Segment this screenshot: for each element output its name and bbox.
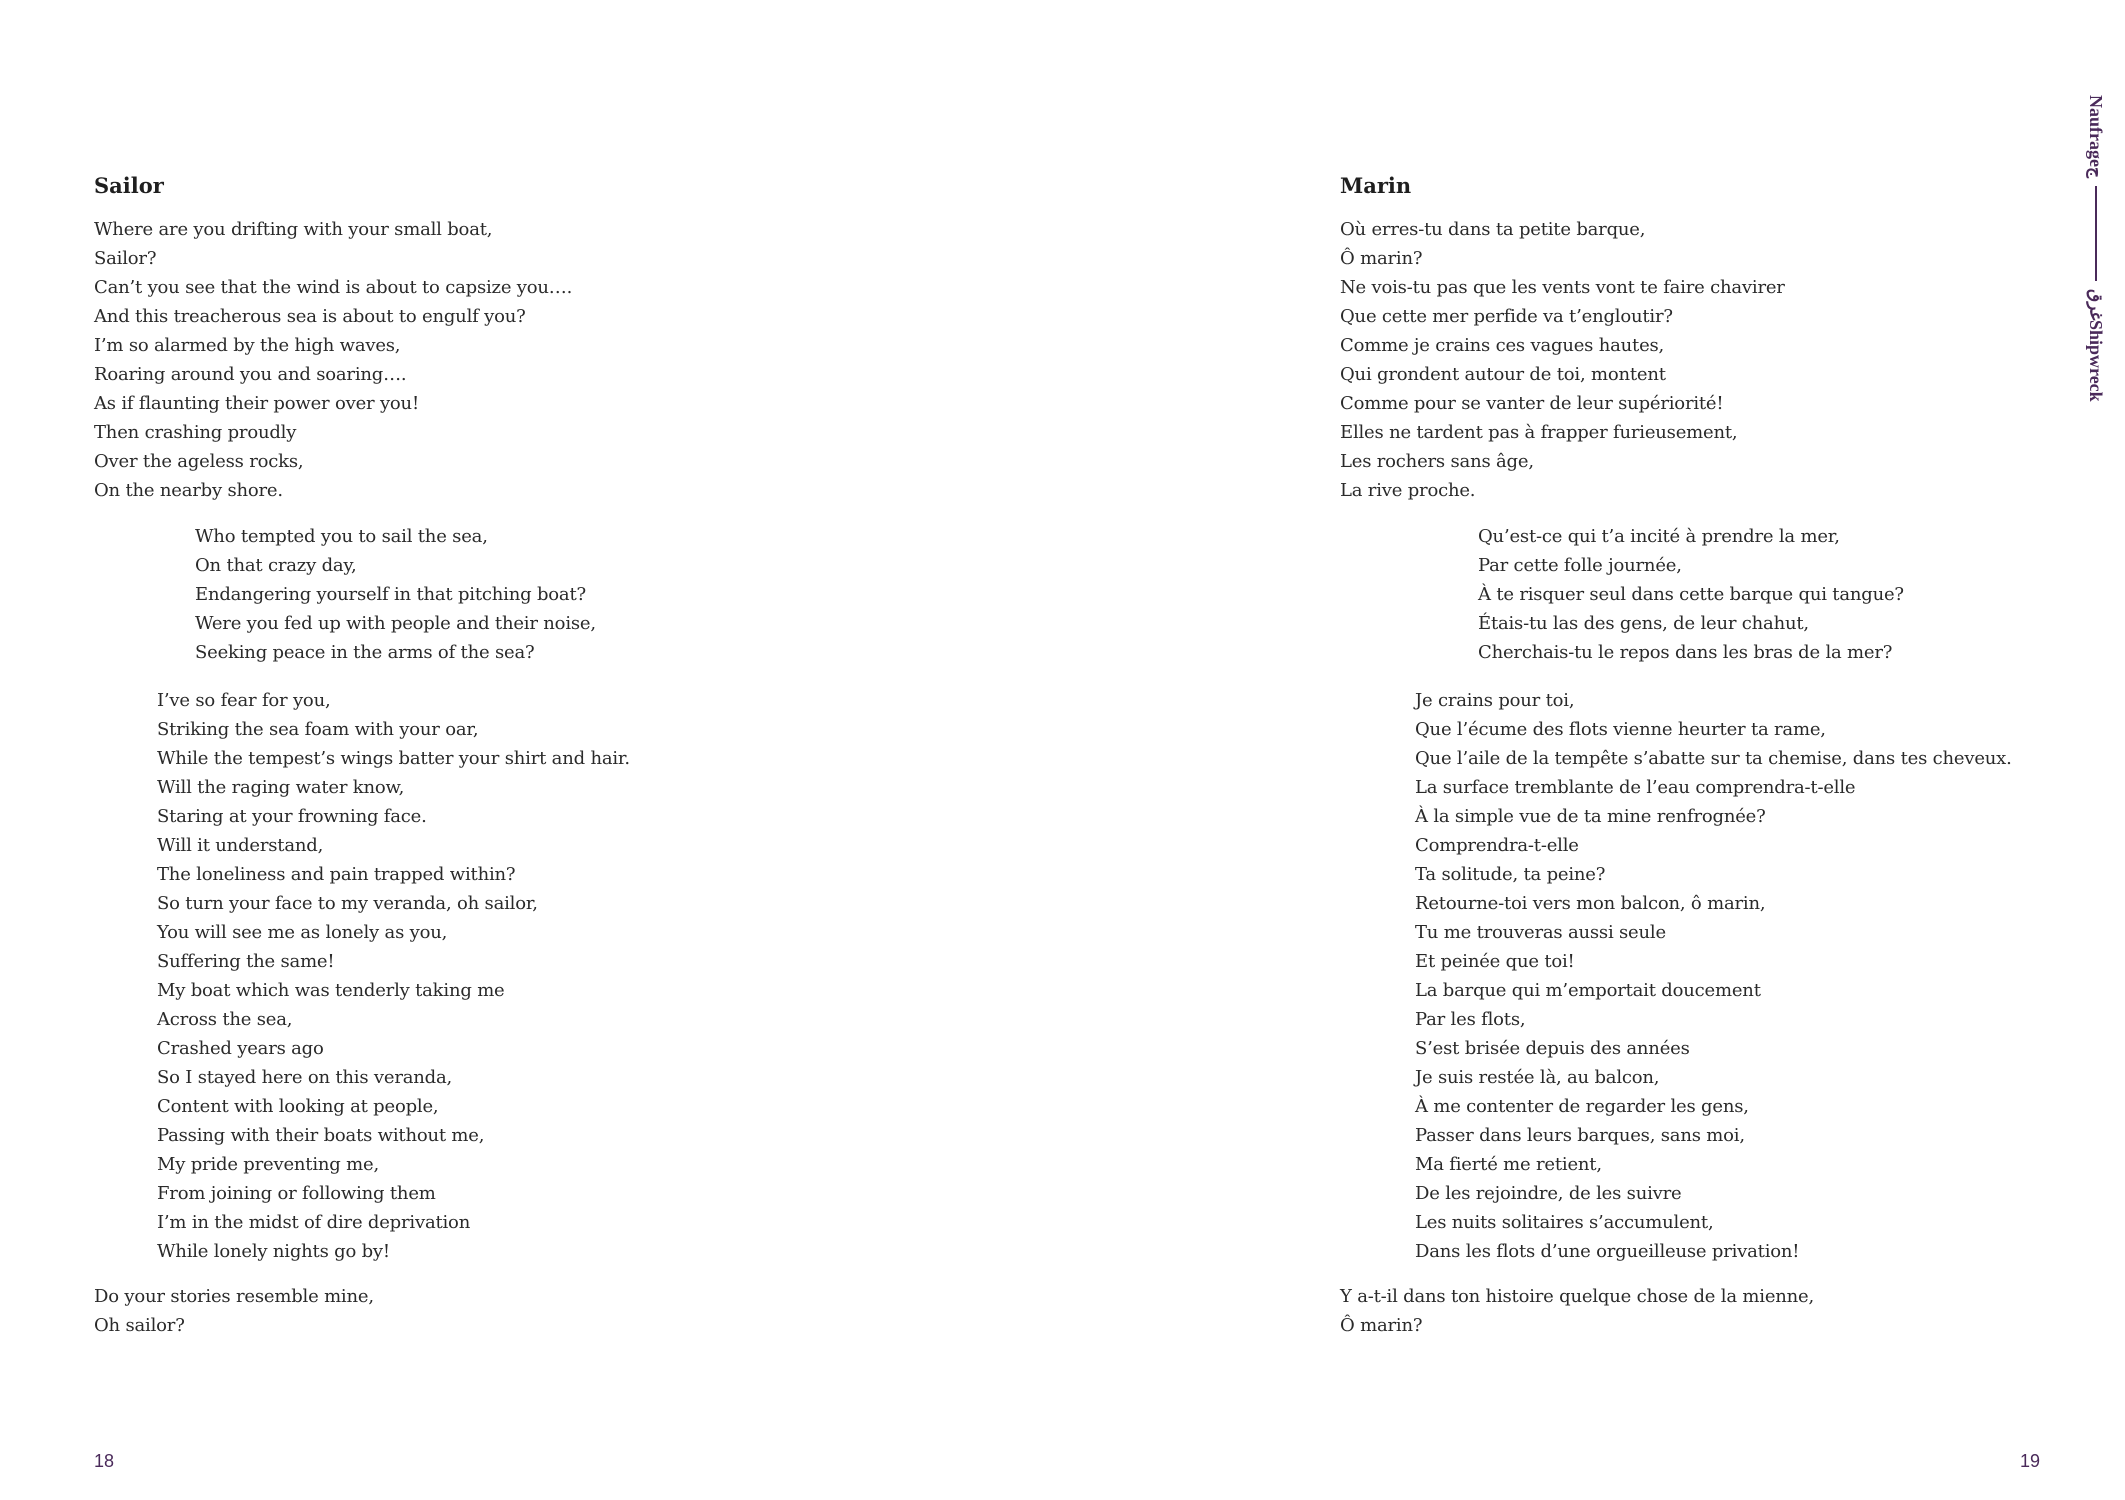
poem-line: Comme pour se vanter de leur supériorité! xyxy=(1340,393,1724,414)
poem-line: From joining or following them xyxy=(157,1183,436,1204)
poem-line: Cherchais-tu le repos dans les bras de la mer? xyxy=(1478,642,1893,663)
poem-line: Comme je crains ces vagues hautes, xyxy=(1340,335,1665,356)
poem-line: Les nuits solitaires s’accumulent, xyxy=(1415,1212,1714,1233)
left-page xyxy=(0,0,1062,1500)
poem-line: Qu’est-ce qui t’a incité à prendre la mer, xyxy=(1478,526,1840,547)
poem-line: Retourne-toi vers mon balcon, ô marin, xyxy=(1415,893,1766,914)
poem-line: As if flaunting their power over you! xyxy=(94,393,419,414)
poem-line: Qui grondent autour de toi, montent xyxy=(1340,364,1666,385)
poem-line: Will it understand, xyxy=(157,835,324,856)
poem-line: Ma fierté me retient, xyxy=(1415,1154,1602,1175)
poem-line: Can’t you see that the wind is about to capsize you…. xyxy=(94,277,573,298)
stanza-1 xyxy=(1340,215,1785,505)
poem-line: Que l’aile de la tempête s’abatte sur ta chemise, dans tes cheveux. xyxy=(1415,748,2012,769)
poem-line: Passer dans leurs barques, sans moi, xyxy=(1415,1125,1745,1146)
poem-line: And this treacherous sea is about to engulf you? xyxy=(94,306,526,327)
poem-line: Étais-tu las des gens, de leur chahut, xyxy=(1478,613,1809,634)
poem-line: Over the ageless rocks, xyxy=(94,451,304,472)
poem-line: Across the sea, xyxy=(157,1009,293,1030)
poem-line: Striking the sea foam with your oar, xyxy=(157,719,479,740)
poem-line: Crashed years ago xyxy=(157,1038,324,1059)
poem-line: À te risquer seul dans cette barque qui tangue? xyxy=(1478,584,1904,605)
poem-line: I’m in the midst of dire deprivation xyxy=(157,1212,471,1233)
poem-line: Ô marin? xyxy=(1340,1315,1423,1336)
poem-line: So I stayed here on this veranda, xyxy=(157,1067,453,1088)
stanza-1 xyxy=(94,215,572,505)
page-number: 18 xyxy=(94,1451,115,1471)
poem-line: While the tempest’s wings batter your shirt and hair. xyxy=(157,748,630,769)
poem-line: Endangering yourself in that pitching boat? xyxy=(195,584,586,605)
poem-line: On that crazy day, xyxy=(195,555,357,576)
poem-line: Les rochers sans âge, xyxy=(1340,451,1534,472)
poem-line: Oh sailor? xyxy=(94,1315,185,1336)
running-head xyxy=(2085,95,2106,402)
poem-line: On the nearby shore. xyxy=(94,480,283,501)
poem-line: Will the raging water know, xyxy=(157,777,405,798)
stanza-4 xyxy=(94,1282,374,1340)
poem-line: Je crains pour toi, xyxy=(1415,690,1575,711)
arabic-glyph-fr: ج xyxy=(2086,166,2106,178)
poem-line: La barque qui m’emportait doucement xyxy=(1415,980,1761,1001)
stanza-2 xyxy=(195,522,596,667)
poem-line: Were you fed up with people and their noise, xyxy=(195,613,596,634)
poem-line: Par cette folle journée, xyxy=(1478,555,1682,576)
poem-line: You will see me as lonely as you, xyxy=(157,922,448,943)
poem-line: Ne vois-tu pas que les vents vont te faire chavirer xyxy=(1340,277,1785,298)
poem-line: Je suis restée là, au balcon, xyxy=(1415,1067,1660,1088)
running-head-rule xyxy=(2095,186,2097,281)
poem-line: Seeking peace in the arms of the sea? xyxy=(195,642,535,663)
poem-line: Que cette mer perfide va t’engloutir? xyxy=(1340,306,1673,327)
poem-line: Que l’écume des flots vienne heurter ta rame, xyxy=(1415,719,1826,740)
poem-line: À me contenter de regarder les gens, xyxy=(1415,1096,1749,1117)
poem-line: Who tempted you to sail the sea, xyxy=(195,526,488,547)
poem-line: Ta solitude, ta peine? xyxy=(1415,864,1606,885)
poem-line: Sailor? xyxy=(94,248,157,269)
poem-line: Et peinée que toi! xyxy=(1415,951,1575,972)
poem-line: Tu me trouveras aussi seule xyxy=(1415,922,1666,943)
poem-line: I’m so alarmed by the high waves, xyxy=(94,335,401,356)
running-head-english: Shipwreck xyxy=(2086,320,2106,403)
poem-line: My pride preventing me, xyxy=(157,1154,379,1175)
poem-line: Où erres-tu dans ta petite barque, xyxy=(1340,219,1646,240)
poem-line: Par les flots, xyxy=(1415,1009,1526,1030)
poem-line: Staring at your frowning face. xyxy=(157,806,427,827)
poem-line: My boat which was tenderly taking me xyxy=(157,980,505,1001)
stanza-2 xyxy=(1478,522,1904,667)
poem-line: À la simple vue de ta mine renfrognée? xyxy=(1415,806,1766,827)
poem-line: So turn your face to my veranda, oh sailor, xyxy=(157,893,538,914)
poem-line: Content with looking at people, xyxy=(157,1096,439,1117)
poem-line: Elles ne tardent pas à frapper furieusement, xyxy=(1340,422,1738,443)
poem-line: Do your stories resemble mine, xyxy=(94,1286,374,1307)
running-head-french: Naufrage xyxy=(2086,95,2106,167)
poem-line: La surface tremblante de l’eau comprendra-t-elle xyxy=(1415,777,1856,798)
stanza-3 xyxy=(157,686,630,1266)
poem-line: La rive proche. xyxy=(1340,480,1476,501)
page-number: 19 xyxy=(2020,1451,2041,1471)
poem-line: Dans les flots d’une orgueilleuse privation! xyxy=(1415,1241,1800,1262)
poem-line: De les rejoindre, de les suivre xyxy=(1415,1183,1682,1204)
poem-line: S’est brisée depuis des années xyxy=(1415,1038,1690,1059)
poem-line: Y a-t-il dans ton histoire quelque chose de la mienne, xyxy=(1340,1286,1815,1307)
stanza-3 xyxy=(1415,686,2012,1266)
poem-line: Passing with their boats without me, xyxy=(157,1125,485,1146)
right-page xyxy=(1062,0,2125,1500)
stanza-4 xyxy=(1340,1282,1814,1340)
poem-line: Ô marin? xyxy=(1340,248,1423,269)
poem-line: Roaring around you and soaring…. xyxy=(94,364,407,385)
poem-title-english: Sailor xyxy=(94,173,164,198)
poem-line: Comprendra-t-elle xyxy=(1415,835,1579,856)
poem-line: The loneliness and pain trapped within? xyxy=(157,864,516,885)
arabic-glyph-en: غرق xyxy=(2086,288,2106,321)
poem-title-french: Marin xyxy=(1340,173,1412,198)
poem-line: Where are you drifting with your small boat, xyxy=(94,219,493,240)
poem-line: I’ve so fear for you, xyxy=(157,690,331,711)
poem-line: While lonely nights go by! xyxy=(157,1241,390,1262)
poem-line: Then crashing proudly xyxy=(94,422,297,443)
poem-line: Suffering the same! xyxy=(157,951,335,972)
